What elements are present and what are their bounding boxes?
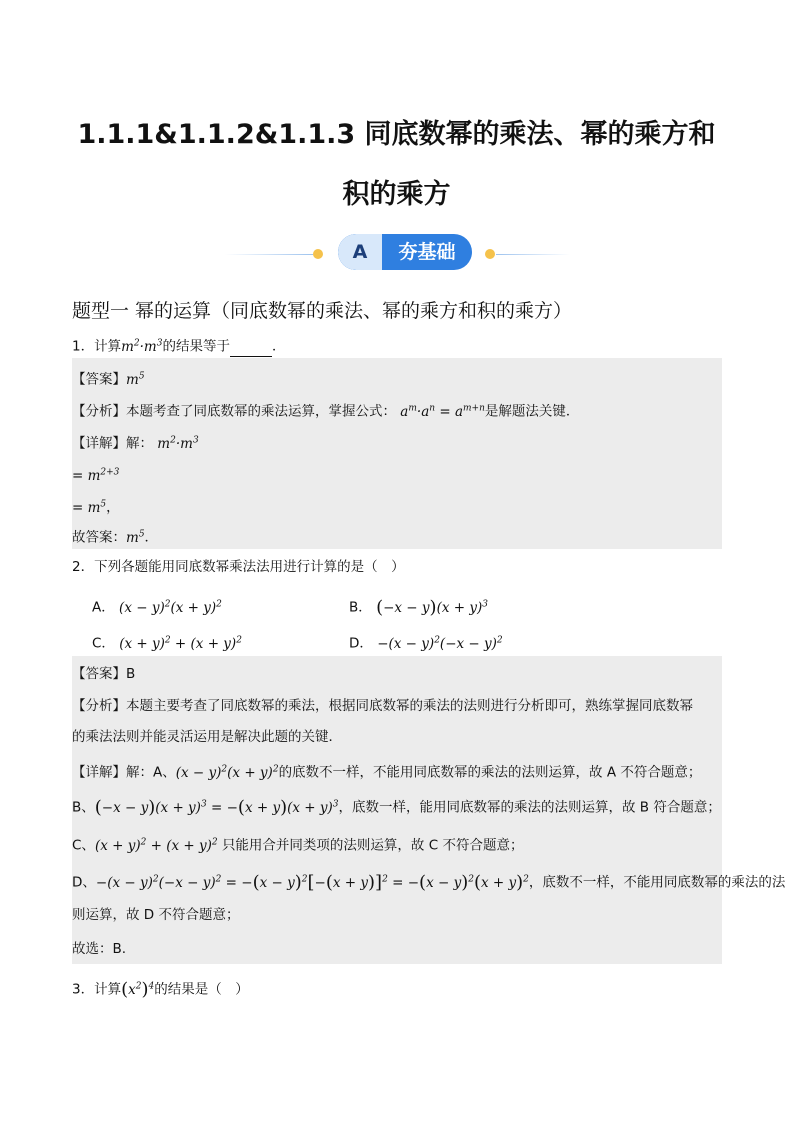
q1-analysis-text: 本题考查了同底数幂的乘法运算，掌握公式： xyxy=(126,403,396,420)
q2-option-c: C． $(x + y)^2 + (x + y)^2$ xyxy=(92,635,242,652)
q1-step-2: = $m^5$， xyxy=(72,499,120,516)
q2-answer-value: B xyxy=(126,666,136,682)
level-badge xyxy=(338,234,472,270)
badge-letter: A xyxy=(338,234,382,270)
q2-option-b: B． $(-x - y)(x + y)^3$ xyxy=(349,596,488,618)
detail-label: 【详解】 xyxy=(72,435,126,452)
q1-end: ． xyxy=(271,338,286,355)
option-b-label: B． xyxy=(349,599,372,616)
analysis-label: 【分析】 xyxy=(72,403,126,420)
q1-suffix: 的结果等于 xyxy=(162,338,230,355)
q2-detail-b-prefix: B、 xyxy=(72,799,95,816)
q2-detail-c-text: 只能用合并同类项的法则运算，故 C 不符合题意； xyxy=(221,837,524,854)
question-2: 2．下列各题能用同底数幂乘法法用进行计算的是（ ） xyxy=(72,559,405,575)
q1-detail: 【详解】解： $m^2\cdot m^3$ xyxy=(72,435,199,452)
q1-analysis: 【分析】本题考查了同底数幂的乘法运算，掌握公式： $a^m\cdot a^n = a^{m+n}$是解题法关键． xyxy=(72,403,580,420)
answer-label: 【答案】 xyxy=(72,371,126,388)
q2-detail-d: D、$-(x - y)^2(-x - y)^2 = -(x - y)^2[-(x + y)]^2 = -(x - y)^2(x + y)^2$，底数不一样，不能用同底数幂的乘法的法 xyxy=(72,871,786,893)
q2-detail-c-prefix: C、 xyxy=(72,837,95,854)
option-a-label: A． xyxy=(92,599,115,616)
q1-analysis-end: 是解题法关键． xyxy=(484,403,580,420)
q1-answer: 【答案】$m^5$ xyxy=(72,371,145,388)
answer-label: 【答案】 xyxy=(72,666,126,682)
level-badge-row xyxy=(0,234,793,274)
question-1: 1．计算$m^2\cdot m^3$的结果等于 ． xyxy=(72,338,286,355)
q1-final-text: 故答案： xyxy=(72,529,126,546)
option-c-label: C． xyxy=(92,635,115,652)
q2-detail-d-text: ，底数不一样，不能用同底数幂的乘法的法 xyxy=(528,874,786,891)
option-d-label: D． xyxy=(349,635,373,652)
q2-detail-d-line2: 则运算，故 D 不符合题意； xyxy=(72,907,240,923)
page-title-line2: 积的乘方 xyxy=(342,179,451,210)
q2-detail-b-text: ，底数一样，能用同底数幂的乘法的法则运算，故 B 符合题意； xyxy=(338,799,721,816)
badge-label: 夯基础 xyxy=(398,241,456,263)
question-3: 3．计算$(x^2)^4$的结果是（ ） xyxy=(72,978,249,1000)
q1-detail-text: 解： xyxy=(126,435,153,452)
analysis-label: 【分析】 xyxy=(72,698,126,714)
q2-choose: 故选：B. xyxy=(72,941,127,957)
dot-right-icon xyxy=(485,249,495,259)
q2-detail-c: C、$(x + y)^2 + (x + y)^2$ 只能用合并同类项的法则运算，故 C 不符合题意； xyxy=(72,837,524,854)
q2-option-a: A． $(x - y)^2(x + y)^2$ xyxy=(92,599,222,616)
page-title-line1: 1.1.1&1.1.2&1.1.3 同底数幂的乘法、幂的乘方和 xyxy=(77,119,716,150)
answer-blank xyxy=(230,343,272,357)
divider-right xyxy=(496,254,570,255)
q1-step-1: = $m^{2+3}$ xyxy=(72,467,120,484)
q2-detail-a-text: 的底数不一样，不能用同底数幂的乘法的法则运算，故 A 不符合题意； xyxy=(278,764,702,781)
q2-detail-a: 【详解】解：A、$(x - y)^2(x + y)^2$的底数不一样，不能用同底数幂的乘法的法则运算，故 A 不符合题意； xyxy=(72,764,702,781)
q1-final-end: ． xyxy=(144,529,159,546)
q1-prefix: 1．计算 xyxy=(72,338,122,355)
q1-solution-box xyxy=(72,358,722,549)
dot-left-icon xyxy=(313,249,323,259)
q2-option-d: D． $-(x - y)^2(-x - y)^2$ xyxy=(349,635,503,652)
q2-analysis-line2: 的乘法法则并能灵活运用是解决此题的关键． xyxy=(72,729,342,745)
q2-detail-b: B、$(-x - y)(x + y)^3 = -(x + y)(x + y)^3$，底数一样，能用同底数幂的乘法的法则运算，故 B 符合题意； xyxy=(72,796,721,818)
q2-analysis-line1 xyxy=(72,696,693,716)
q2-detail-a-prefix: 解：A、 xyxy=(126,764,176,781)
q3-prefix: 3．计算 xyxy=(72,981,122,998)
section-heading: 题型一 幂的运算（同底数幂的乘法、幂的乘方和积的乘方） xyxy=(72,300,573,322)
q2-analysis-text-1: 本题主要考查了同底数幂的乘法，根据同底数幂的乘法的法则进行分析即可，熟练掌握同底数幂 xyxy=(126,698,693,714)
divider-left xyxy=(225,254,313,255)
q2-detail-d-prefix: D、 xyxy=(72,874,96,891)
q2-answer xyxy=(72,664,135,684)
q3-suffix: 的结果是（ ） xyxy=(154,981,249,998)
q1-final: 故答案：$m^5$． xyxy=(72,529,159,546)
detail-label: 【详解】 xyxy=(72,764,126,781)
